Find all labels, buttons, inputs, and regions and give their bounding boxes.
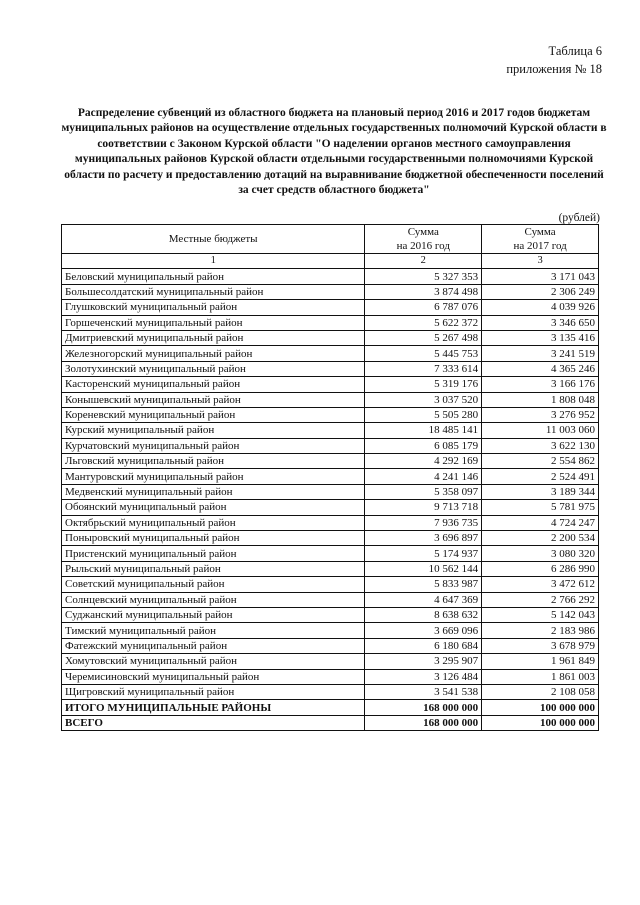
sum-2017-cell: 2 554 862 <box>482 454 599 469</box>
district-name-cell: Щигровский муниципальный район <box>62 684 365 699</box>
document-title: Распределение субвенций из областного бюджета на плановый период 2016 и 2017 годов бюджетам муниципальных районов на осуществление отдельных государственных полномочий Курской области в соответствии с Законом Курской области "О наделении органов местного самоуправления муниципальных районов Курской области отдельными государственными полномочиями Курской области по расчету и предоставлению дотаций на выравнивание бюджетной обеспеченности поселений за счет средств областного бюджета" <box>61 107 607 197</box>
table-row <box>62 423 599 438</box>
unit-label: (рублей) <box>558 212 600 224</box>
table-row <box>62 684 599 699</box>
district-name-cell: Тимский муниципальный район <box>62 623 365 638</box>
sum-2016-cell: 4 647 369 <box>365 592 482 607</box>
table-row <box>62 623 599 638</box>
sum-2016-cell: 6 787 076 <box>365 300 482 315</box>
sum-2016-cell: 5 267 498 <box>365 330 482 345</box>
table-row <box>62 469 599 484</box>
sum-2016-cell: 7 936 735 <box>365 515 482 530</box>
table-number: Таблица 6 <box>548 44 602 58</box>
district-name-cell: Железногорский муниципальный район <box>62 346 365 361</box>
sum-2016-cell: 168 000 000 <box>365 715 482 730</box>
sum-2017-cell: 100 000 000 <box>482 715 599 730</box>
sum-2017-cell: 1 808 048 <box>482 392 599 407</box>
table-row <box>62 438 599 453</box>
table-row <box>62 638 599 653</box>
sum-2017-cell: 2 108 058 <box>482 684 599 699</box>
district-name-cell: ВСЕГО <box>62 715 365 730</box>
district-name-cell: Медвенский муниципальный район <box>62 484 365 499</box>
sum-2017-cell: 2 183 986 <box>482 623 599 638</box>
sum-2016-cell: 7 333 614 <box>365 361 482 376</box>
table-row <box>62 454 599 469</box>
sum-2017-cell: 3 346 650 <box>482 315 599 330</box>
table-row <box>62 361 599 376</box>
sum-2016-cell: 5 505 280 <box>365 407 482 422</box>
sum-2016-cell: 6 180 684 <box>365 638 482 653</box>
sum-2017-cell: 3 622 130 <box>482 438 599 453</box>
sum-2017-cell: 6 286 990 <box>482 561 599 576</box>
header-local-budgets: Местные бюджеты <box>62 225 365 254</box>
sum-2016-cell: 5 445 753 <box>365 346 482 361</box>
district-name-cell: Советский муниципальный район <box>62 577 365 592</box>
column-index: 2 <box>365 254 482 269</box>
district-name-cell: Фатежский муниципальный район <box>62 638 365 653</box>
sum-2017-cell: 3 080 320 <box>482 546 599 561</box>
sum-2016-cell: 168 000 000 <box>365 700 482 715</box>
district-name-cell: Солнцевский муниципальный район <box>62 592 365 607</box>
sum-2016-cell: 3 126 484 <box>365 669 482 684</box>
sum-2017-cell: 3 241 519 <box>482 346 599 361</box>
table-row <box>62 330 599 345</box>
sum-2016-cell: 3 037 520 <box>365 392 482 407</box>
sum-2016-cell: 3 874 498 <box>365 284 482 299</box>
sum-2017-cell: 11 003 060 <box>482 423 599 438</box>
sum-2016-cell: 5 174 937 <box>365 546 482 561</box>
sum-2016-cell: 5 833 987 <box>365 577 482 592</box>
sum-2017-cell: 4 039 926 <box>482 300 599 315</box>
table-row <box>62 592 599 607</box>
total-row <box>62 700 599 715</box>
sum-2017-cell: 3 166 176 <box>482 377 599 392</box>
district-name-cell: Рыльский муниципальный район <box>62 561 365 576</box>
table-row <box>62 407 599 422</box>
sum-2016-cell: 6 085 179 <box>365 438 482 453</box>
table-row <box>62 607 599 622</box>
sum-2016-cell: 8 638 632 <box>365 607 482 622</box>
header-sum-2016: Сумма на 2016 год <box>365 225 482 254</box>
sum-2016-cell: 5 358 097 <box>365 484 482 499</box>
sum-2017-cell: 5 142 043 <box>482 607 599 622</box>
sum-2016-cell: 3 541 538 <box>365 684 482 699</box>
table-row <box>62 284 599 299</box>
total-row <box>62 715 599 730</box>
sum-2017-cell: 5 781 975 <box>482 500 599 515</box>
district-name-cell: Беловский муниципальный район <box>62 269 365 284</box>
sum-2016-cell: 4 241 146 <box>365 469 482 484</box>
table-row <box>62 669 599 684</box>
sum-2017-cell: 4 365 246 <box>482 361 599 376</box>
table-row <box>62 515 599 530</box>
table-row <box>62 484 599 499</box>
appendix-number: приложения № 18 <box>506 62 602 76</box>
sum-2016-cell: 5 327 353 <box>365 269 482 284</box>
district-name-cell: Золотухинский муниципальный район <box>62 361 365 376</box>
table-row <box>62 577 599 592</box>
district-name-cell: Курчатовский муниципальный район <box>62 438 365 453</box>
table-row <box>62 546 599 561</box>
table-row <box>62 561 599 576</box>
sum-2016-cell: 3 669 096 <box>365 623 482 638</box>
sum-2017-cell: 3 276 952 <box>482 407 599 422</box>
table-row <box>62 392 599 407</box>
sum-2016-cell: 3 295 907 <box>365 654 482 669</box>
table-body <box>62 269 599 731</box>
header-sum-2017: Сумма на 2017 год <box>482 225 599 254</box>
district-name-cell: Конышевский муниципальный район <box>62 392 365 407</box>
district-name-cell: Горшеченский муниципальный район <box>62 315 365 330</box>
sum-2017-cell: 2 766 292 <box>482 592 599 607</box>
column-index: 3 <box>482 254 599 269</box>
district-name-cell: Кореневский муниципальный район <box>62 407 365 422</box>
district-name-cell: Дмитриевский муниципальный район <box>62 330 365 345</box>
district-name-cell: Черемисиновский муниципальный район <box>62 669 365 684</box>
sum-2017-cell: 3 472 612 <box>482 577 599 592</box>
table-row <box>62 531 599 546</box>
table-row <box>62 500 599 515</box>
sum-2017-cell: 2 306 249 <box>482 284 599 299</box>
sum-2016-cell: 5 319 176 <box>365 377 482 392</box>
district-name-cell: Глушковский муниципальный район <box>62 300 365 315</box>
district-name-cell: Пристенский муниципальный район <box>62 546 365 561</box>
table-row <box>62 269 599 284</box>
table-row <box>62 300 599 315</box>
column-index: 1 <box>62 254 365 269</box>
sum-2016-cell: 5 622 372 <box>365 315 482 330</box>
sum-2017-cell: 1 961 849 <box>482 654 599 669</box>
sum-2016-cell: 10 562 144 <box>365 561 482 576</box>
sum-2017-cell: 1 861 003 <box>482 669 599 684</box>
table-row <box>62 315 599 330</box>
sum-2016-cell: 3 696 897 <box>365 531 482 546</box>
table-row <box>62 346 599 361</box>
sum-2017-cell: 2 524 491 <box>482 469 599 484</box>
sum-2017-cell: 3 135 416 <box>482 330 599 345</box>
district-name-cell: Суджанский муниципальный район <box>62 607 365 622</box>
district-name-cell: Октябрьский муниципальный район <box>62 515 365 530</box>
district-name-cell: Хомутовский муниципальный район <box>62 654 365 669</box>
appendix-reference <box>506 42 602 78</box>
table-row <box>62 654 599 669</box>
sum-2016-cell: 4 292 169 <box>365 454 482 469</box>
table-header-row <box>62 225 599 254</box>
budget-table <box>61 224 599 731</box>
district-name-cell: ИТОГО МУНИЦИПАЛЬНЫЕ РАЙОНЫ <box>62 700 365 715</box>
sum-2016-cell: 9 713 718 <box>365 500 482 515</box>
sum-2016-cell: 18 485 141 <box>365 423 482 438</box>
table-row <box>62 377 599 392</box>
sum-2017-cell: 3 189 344 <box>482 484 599 499</box>
sum-2017-cell: 3 171 043 <box>482 269 599 284</box>
sum-2017-cell: 3 678 979 <box>482 638 599 653</box>
district-name-cell: Мантуровский муниципальный район <box>62 469 365 484</box>
column-index-row <box>62 254 599 269</box>
sum-2017-cell: 4 724 247 <box>482 515 599 530</box>
district-name-cell: Льговский муниципальный район <box>62 454 365 469</box>
district-name-cell: Курский муниципальный район <box>62 423 365 438</box>
district-name-cell: Поныровский муниципальный район <box>62 531 365 546</box>
sum-2017-cell: 100 000 000 <box>482 700 599 715</box>
district-name-cell: Обоянский муниципальный район <box>62 500 365 515</box>
sum-2017-cell: 2 200 534 <box>482 531 599 546</box>
district-name-cell: Касторенский муниципальный район <box>62 377 365 392</box>
district-name-cell: Большесолдатский муниципальный район <box>62 284 365 299</box>
